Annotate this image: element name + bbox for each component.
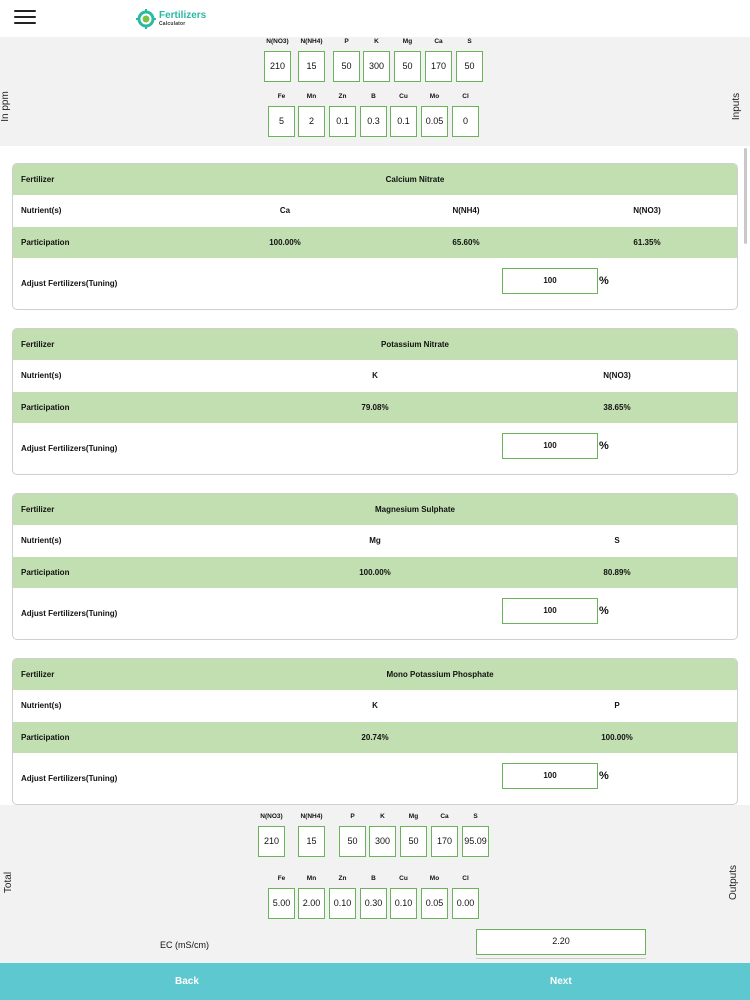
fertilizer-card xyxy=(12,163,738,310)
nutrient-value: S xyxy=(614,536,620,545)
adjust-label: Adjust Fertilizers(Tuning) xyxy=(21,444,118,453)
fertilizer-name-row xyxy=(13,329,737,360)
input-cell-nno3 xyxy=(264,37,291,82)
input-mo-field[interactable]: 0.05 xyxy=(421,106,448,137)
output-p-value: 50 xyxy=(339,826,366,857)
nutrient-label: K xyxy=(374,38,379,45)
nutrient-value: Ca xyxy=(279,206,291,215)
nutrient-label: P xyxy=(344,38,349,45)
fertilizer-name-row xyxy=(13,164,737,195)
nutrient-label: Ca xyxy=(440,813,449,820)
output-fe-value: 5.00 xyxy=(268,888,295,919)
divider xyxy=(476,958,646,959)
tuning-input[interactable]: 100 xyxy=(502,763,598,789)
nutrient-label: S xyxy=(473,813,478,820)
inputs-label: Inputs xyxy=(731,92,743,121)
output-mn-value: 2.00 xyxy=(298,888,325,919)
participation-value: 20.74% xyxy=(361,733,389,742)
fertilizer-list[interactable] xyxy=(0,146,750,805)
app-header xyxy=(0,0,750,37)
nutrient-label: Mn xyxy=(306,875,317,882)
participation-value: 80.89% xyxy=(603,568,631,577)
fertilizer-card xyxy=(12,493,738,640)
bottom-nav-bar xyxy=(0,963,750,1000)
hamburger-menu-icon[interactable] xyxy=(14,10,36,27)
nutrient-label: B xyxy=(371,875,376,882)
participation-label: Participation xyxy=(21,403,70,412)
nutrient-value: Mg xyxy=(369,536,381,545)
leaf-gear-icon xyxy=(136,9,156,29)
input-cell-s xyxy=(456,37,483,82)
app-logo xyxy=(136,8,206,30)
output-nno3-value: 210 xyxy=(258,826,285,857)
adjust-label: Adjust Fertilizers(Tuning) xyxy=(21,609,118,618)
nutrient-label: N(NH4) xyxy=(300,38,323,45)
participation-row xyxy=(13,722,737,753)
fertilizer-label: Fertilizer xyxy=(21,340,55,349)
nutrients-label: Nutrient(s) xyxy=(21,206,62,215)
fertilizer-name: Calcium Nitrate xyxy=(385,175,445,184)
nutrient-label: K xyxy=(380,813,385,820)
nutrient-value: K xyxy=(372,371,378,380)
nutrient-label: Cu xyxy=(399,93,408,100)
participation-value: 79.08% xyxy=(361,403,389,412)
nutrient-label: Zn xyxy=(338,93,347,100)
nutrients-row xyxy=(13,690,737,721)
output-b-value: 0.30 xyxy=(360,888,387,919)
tuning-row xyxy=(13,588,737,640)
output-s-value: 95.09 xyxy=(462,826,489,857)
output-cl-value: 0.00 xyxy=(452,888,479,919)
input-fe-field[interactable]: 5 xyxy=(268,106,295,137)
ec-label: EC (mS/cm) xyxy=(160,940,209,950)
total-label: Total xyxy=(3,871,15,894)
adjust-label: Adjust Fertilizers(Tuning) xyxy=(21,774,118,783)
participation-value: 65.60% xyxy=(452,238,480,247)
nutrient-value: P xyxy=(614,701,620,710)
nutrient-label: N(NH4) xyxy=(300,813,323,820)
output-zn-value: 0.10 xyxy=(329,888,356,919)
nutrient-label: S xyxy=(467,38,472,45)
output-cell-cl xyxy=(452,874,479,919)
fertilizer-label: Fertilizer xyxy=(21,175,55,184)
nutrients-row xyxy=(13,360,737,391)
tuning-input[interactable]: 100 xyxy=(502,268,598,294)
participation-label: Participation xyxy=(21,238,70,247)
input-zn-field[interactable]: 0.1 xyxy=(329,106,356,137)
nutrient-value: N(NH4) xyxy=(452,206,480,215)
nutrients-label: Nutrient(s) xyxy=(21,701,62,710)
nutrient-value: K xyxy=(372,701,378,710)
participation-row xyxy=(13,392,737,423)
nutrient-label: B xyxy=(371,93,376,100)
output-cu-value: 0.10 xyxy=(390,888,417,919)
input-ca-field[interactable]: 170 xyxy=(425,51,452,82)
nutrient-label: Cl xyxy=(462,93,469,100)
nutrient-label: Fe xyxy=(277,93,286,100)
input-nnh4-field[interactable]: 15 xyxy=(298,51,325,82)
nutrient-value: N(NO3) xyxy=(633,206,661,215)
tuning-row xyxy=(13,423,737,475)
input-k-field[interactable]: 300 xyxy=(363,51,390,82)
nutrient-label: Mo xyxy=(429,875,440,882)
nutrient-label: Mg xyxy=(408,813,419,820)
nutrient-label: Mg xyxy=(402,38,413,45)
outputs-label: Outputs xyxy=(728,864,740,901)
output-mg-value: 50 xyxy=(400,826,427,857)
tuning-row xyxy=(13,753,737,805)
percent-sign: % xyxy=(599,770,609,782)
inputs-panel xyxy=(0,37,750,146)
output-mo-value: 0.05 xyxy=(421,888,448,919)
nutrient-label: N(NO3) xyxy=(260,813,283,820)
adjust-label: Adjust Fertilizers(Tuning) xyxy=(21,279,118,288)
fertilizer-card xyxy=(12,328,738,475)
participation-label: Participation xyxy=(21,733,70,742)
fertilizer-label: Fertilizer xyxy=(21,670,55,679)
ec-value-field: 2.20 xyxy=(476,929,646,955)
participation-row xyxy=(13,557,737,588)
input-p-field[interactable]: 50 xyxy=(333,51,360,82)
output-ca-value: 170 xyxy=(431,826,458,857)
nutrient-label: P xyxy=(350,813,355,820)
back-button[interactable]: Back xyxy=(175,976,199,987)
output-cell-nno3 xyxy=(258,812,285,857)
nutrient-label: Fe xyxy=(277,875,286,882)
output-cell-nnh4 xyxy=(298,812,325,857)
fertilizer-name: Mono Potassium Phosphate xyxy=(386,670,494,679)
input-cell-cl xyxy=(452,92,479,137)
tuning-input[interactable]: 100 xyxy=(502,433,598,459)
input-b-field[interactable]: 0.3 xyxy=(360,106,387,137)
fertilizer-name: Magnesium Sulphate xyxy=(374,505,455,514)
nutrient-value: N(NO3) xyxy=(603,371,631,380)
nutrients-row xyxy=(13,525,737,556)
next-button[interactable]: Next xyxy=(550,976,572,987)
nutrient-label: Zn xyxy=(338,875,347,882)
in-ppm-label: In ppm xyxy=(0,91,11,122)
nutrient-label: Cu xyxy=(399,875,408,882)
tuning-input[interactable]: 100 xyxy=(502,598,598,624)
percent-sign: % xyxy=(599,275,609,287)
input-cu-field[interactable]: 0.1 xyxy=(390,106,417,137)
app-subtitle: Calculator xyxy=(159,21,186,27)
input-nno3-field[interactable]: 210 xyxy=(264,51,291,82)
fertilizer-card xyxy=(12,658,738,805)
nutrients-row xyxy=(13,195,737,226)
participation-label: Participation xyxy=(21,568,70,577)
input-s-field[interactable]: 50 xyxy=(456,51,483,82)
input-mn-field[interactable]: 2 xyxy=(298,106,325,137)
percent-sign: % xyxy=(599,440,609,452)
nutrient-label: Cl xyxy=(462,875,469,882)
nutrient-label: Mn xyxy=(306,93,317,100)
nutrient-label: N(NO3) xyxy=(266,38,289,45)
participation-value: 61.35% xyxy=(633,238,661,247)
fertilizer-label: Fertilizer xyxy=(21,505,55,514)
percent-sign: % xyxy=(599,605,609,617)
participation-row xyxy=(13,227,737,258)
scrollbar[interactable] xyxy=(744,148,747,244)
participation-value: 100.00% xyxy=(269,238,301,247)
fertilizer-name-row xyxy=(13,659,737,690)
participation-value: 100.00% xyxy=(601,733,633,742)
participation-value: 38.65% xyxy=(603,403,631,412)
input-mg-field[interactable]: 50 xyxy=(394,51,421,82)
fertilizer-name-row xyxy=(13,494,737,525)
output-nnh4-value: 15 xyxy=(298,826,325,857)
input-cl-field[interactable]: 0 xyxy=(452,106,479,137)
nutrients-label: Nutrient(s) xyxy=(21,536,62,545)
tuning-row xyxy=(13,258,737,310)
output-k-value: 300 xyxy=(369,826,396,857)
participation-value: 100.00% xyxy=(359,568,391,577)
nutrient-label: Ca xyxy=(434,38,443,45)
nutrients-label: Nutrient(s) xyxy=(21,371,62,380)
input-cell-nnh4 xyxy=(298,37,325,82)
nutrient-label: Mo xyxy=(429,93,440,100)
outputs-panel xyxy=(0,805,750,963)
app-title: Fertilizers xyxy=(159,10,207,21)
fertilizer-name: Potassium Nitrate xyxy=(380,340,450,349)
output-cell-s xyxy=(462,812,489,857)
